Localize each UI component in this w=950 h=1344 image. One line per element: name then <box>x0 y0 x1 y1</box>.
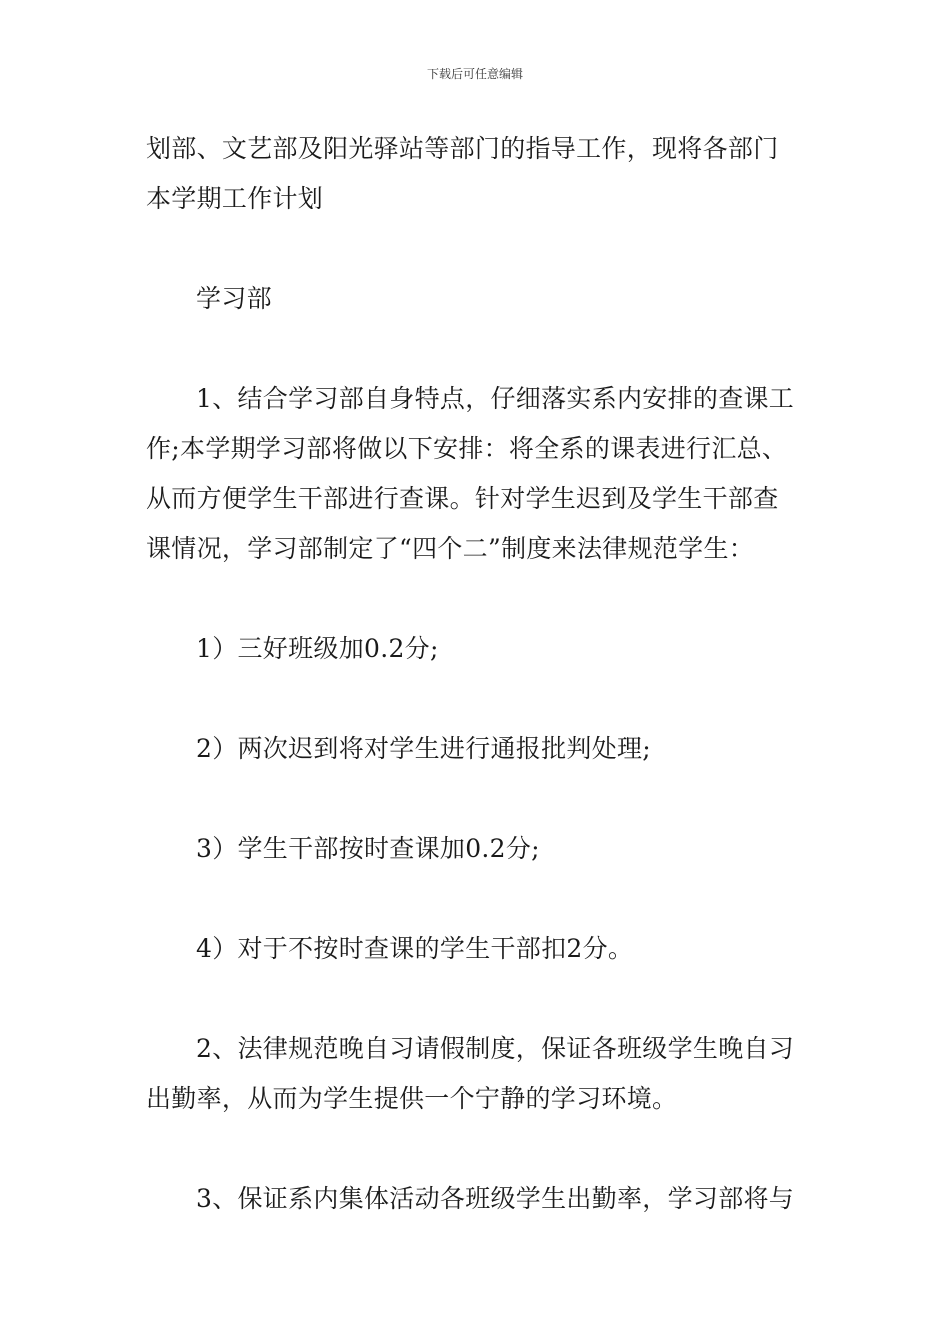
rule-3: 3）学生干部按时查课加0.2分; <box>196 834 540 863</box>
item-3-line-1: 3、保证系内集体活动各班级学生出勤率，学习部将与 <box>196 1184 795 1213</box>
item-1-line-1: 1、结合学习部自身特点，仔细落实系内安排的查课工 <box>196 384 795 413</box>
item-1-line-3: 从而方便学生干部进行查课。针对学生迟到及学生干部查 <box>146 484 779 513</box>
intro-paragraph-line-2: 本学期工作计划 <box>146 184 324 213</box>
rule-1: 1）三好班级加0.2分; <box>196 634 439 663</box>
section-heading: 学习部 <box>196 284 272 313</box>
intro-paragraph-line-1: 划部、文艺部及阳光驿站等部门的指导工作，现将各部门 <box>146 134 779 163</box>
item-1-line-4: 课情况，学习部制定了“四个二”制度来法律规范学生： <box>146 534 755 563</box>
item-1-line-2: 作;本学期学习部将做以下安排：将全系的课表进行汇总、 <box>146 434 788 463</box>
item-2-line-2: 出勤率，从而为学生提供一个宁静的学习环境。 <box>146 1084 678 1113</box>
rule-2: 2）两次迟到将对学生进行通报批判处理; <box>196 734 652 763</box>
item-2-line-1: 2、法律规范晚自习请假制度，保证各班级学生晚自习 <box>196 1034 795 1063</box>
rule-4: 4）对于不按时查课的学生干部扣2分。 <box>196 934 634 963</box>
page-header: 下载后可任意编辑 <box>426 67 523 81</box>
